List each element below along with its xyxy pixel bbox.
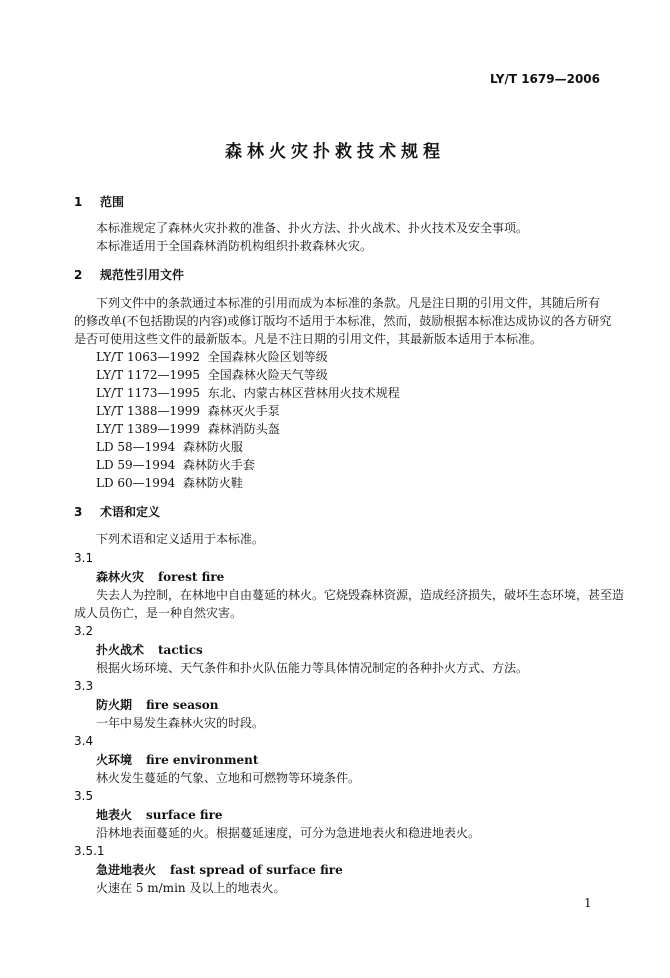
- term-heading: [96, 641, 203, 659]
- section-1-heading: [74, 193, 124, 211]
- reference-name: 全国森林火险天气等级: [207, 368, 328, 382]
- term-heading: [96, 751, 258, 769]
- reference-name: 森林消防头盔: [207, 422, 280, 436]
- reference-code: LD 59—1994: [96, 458, 176, 472]
- reference-item: [96, 456, 255, 474]
- term-number: 3.5.1: [74, 844, 105, 858]
- reference-code: LD 58—1994: [96, 440, 176, 454]
- section-title: 范围: [100, 195, 125, 209]
- term-english: forest fire: [158, 570, 225, 584]
- term-number: 3.4: [74, 734, 94, 748]
- reference-item: [96, 348, 328, 366]
- term-definition: 林火发生蔓延的气象、立地和可燃物等环境条件。: [96, 771, 361, 785]
- section-3-heading: [74, 503, 160, 521]
- section-title: 规范性引用文件: [100, 268, 185, 282]
- term-english: fast spread of surface fire: [170, 863, 343, 877]
- reference-name: 森林灭火手泵: [207, 404, 280, 418]
- paragraph-line: 下列文件中的条款通过本标准的引用而成为本标准的条款。凡是注日期的引用文件，其随后所有: [96, 296, 601, 310]
- reference-item: [96, 366, 328, 384]
- reference-code: LD 60—1994: [96, 476, 176, 490]
- term-number: 3.5: [74, 789, 94, 803]
- reference-item: [96, 420, 280, 438]
- reference-name: 森林防火鞋: [182, 476, 243, 490]
- term-heading: [96, 696, 219, 714]
- reference-code: LY/T 1173—1995: [96, 386, 201, 400]
- reference-name: 森林防火服: [182, 440, 243, 454]
- term-chinese: 火环境: [96, 753, 133, 767]
- term-chinese: 急进地表火: [96, 863, 157, 877]
- term-definition: 失去人为控制，在林地中自由蔓延的林火。它烧毁森林资源，造成经济损失，破坏生态环境，甚至造: [96, 588, 625, 602]
- reference-name: 森林防火手套: [182, 458, 255, 472]
- reference-item: [96, 474, 243, 492]
- term-english: tactics: [158, 643, 203, 657]
- term-number: 3.1: [74, 551, 94, 565]
- term-english: fire environment: [146, 753, 259, 767]
- standard-code: LY/T 1679—2006: [489, 72, 600, 86]
- term-chinese: 地表火: [96, 808, 133, 822]
- reference-item: [96, 438, 243, 456]
- term-chinese: 扑火战术: [96, 643, 145, 657]
- term-heading: [96, 861, 343, 879]
- term-definition: 沿林地表面蔓延的火。根据蔓延速度，可分为急进地表火和稳进地表火。: [96, 826, 481, 840]
- paragraph: 下列术语和定义适用于本标准。: [96, 532, 265, 546]
- term-definition: 成人员伤亡，是一种自然灾害。: [74, 606, 243, 620]
- reference-code: LY/T 1172—1995: [96, 368, 201, 382]
- reference-name: 东北、内蒙古林区营林用火技术规程: [207, 386, 400, 400]
- page-number: 1: [584, 896, 592, 910]
- reference-code: LY/T 1388—1999: [96, 404, 201, 418]
- term-number: 3.3: [74, 679, 94, 693]
- term-definition: 一年中易发生森林火灾的时段。: [96, 716, 265, 730]
- reference-code: LY/T 1389—1999: [96, 422, 201, 436]
- section-2-heading: [74, 266, 184, 284]
- term-english: surface fire: [146, 808, 223, 822]
- paragraph-line: 的修改单(不包括勘误的内容)或修订版均不适用于本标准，然而，鼓励根据本标准达成协议的各方研究: [74, 314, 612, 328]
- term-english: fire season: [146, 698, 219, 712]
- reference-item: [96, 402, 280, 420]
- section-title: 术语和定义: [100, 505, 161, 519]
- section-number: 1: [74, 195, 83, 209]
- section-number: 3: [74, 505, 83, 519]
- term-chinese: 防火期: [96, 698, 133, 712]
- term-number: 3.2: [74, 624, 94, 638]
- reference-item: [96, 384, 400, 402]
- section-number: 2: [74, 268, 83, 282]
- paragraph: 本标准适用于全国森林消防机构组织扑救森林火灾。: [96, 239, 373, 253]
- reference-code: LY/T 1063—1992: [96, 350, 201, 364]
- term-definition: 火速在 5 m/min 及以上的地表火。: [96, 881, 286, 895]
- paragraph-line: 是否可使用这些文件的最新版本。凡是不注日期的引用文件，其最新版本适用于本标准。: [74, 332, 543, 346]
- term-heading: [96, 806, 223, 824]
- reference-name: 全国森林火险区划等级: [207, 350, 328, 364]
- document-title: 森林火灾扑救技术规程: [225, 142, 445, 162]
- term-chinese: 森林火灾: [96, 570, 145, 584]
- term-definition: 根据火场环境、天气条件和扑火队伍能力等具体情况制定的各种扑火方式、方法。: [96, 661, 529, 675]
- paragraph: 本标准规定了森林火灾扑救的准备、扑火方法、扑火战术、扑火技术及安全事项。: [96, 221, 529, 235]
- term-heading: [96, 568, 224, 586]
